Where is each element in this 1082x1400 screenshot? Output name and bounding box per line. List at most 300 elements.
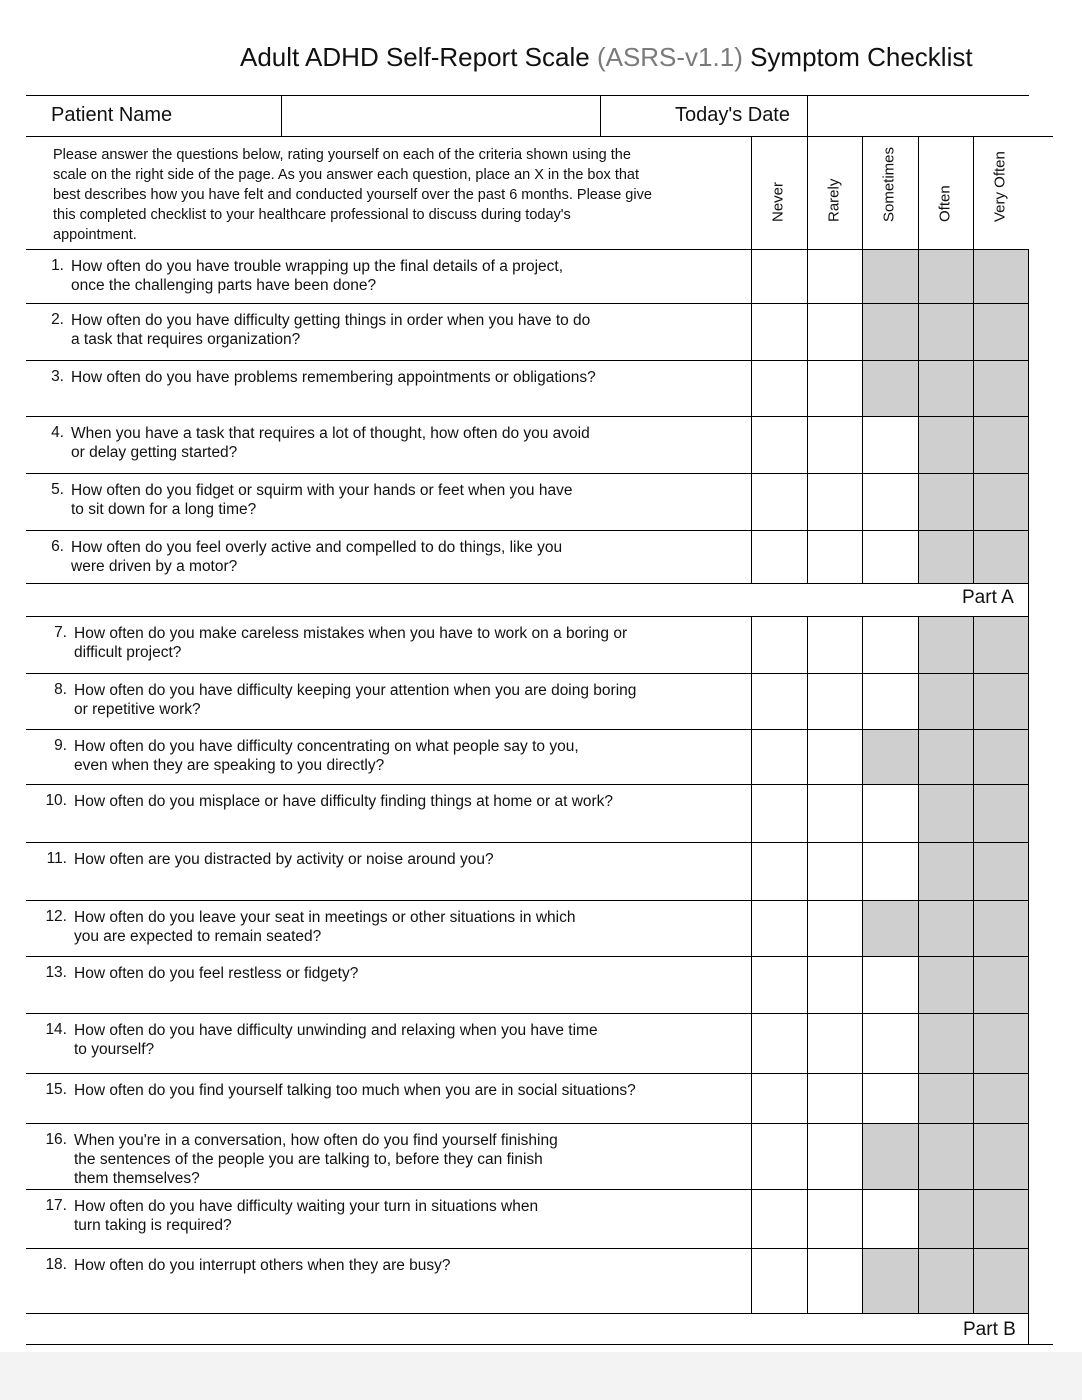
header-bottom-rule: [26, 136, 1053, 137]
header-divider: [281, 95, 282, 136]
grid-line: [1028, 416, 1029, 473]
grid-line: [807, 842, 808, 900]
grid-line: [918, 360, 919, 416]
question-row: [26, 729, 751, 784]
question-text: When you have a task that requires a lot of thought, how often do you avoid or delay getting started?: [71, 425, 590, 461]
question-text: How often do you fidget or squirm with your hands or feet when you have to sit down for a long time?: [71, 482, 573, 518]
answer-box-q17-never[interactable]: [752, 1190, 807, 1248]
grid-line: [751, 1248, 752, 1313]
answer-box-q11-never[interactable]: [752, 843, 807, 900]
grid-line: [751, 1189, 752, 1248]
scale-header-label: Sometimes: [880, 146, 898, 222]
answer-box-q8-never[interactable]: [752, 674, 807, 729]
grid-line: [973, 1013, 974, 1073]
question-number: 1.: [51, 257, 64, 274]
grid-line: [1028, 1248, 1029, 1313]
grid-line: [807, 1189, 808, 1248]
question-text: How often are you distracted by activity or noise around you?: [74, 851, 494, 868]
answer-box-q16-never[interactable]: [752, 1124, 807, 1189]
answer-box-q15-rarely[interactable]: [808, 1074, 862, 1123]
answer-box-q7-very-often[interactable]: [974, 617, 1028, 673]
row-rule: [26, 673, 1028, 674]
question-number: 14.: [45, 1021, 67, 1038]
grid-line: [807, 1073, 808, 1123]
question-text: How often do you have difficulty getting things in order when you have to do a task that requires organization?: [71, 312, 591, 348]
grid-line: [807, 784, 808, 842]
row-rule: [26, 842, 1028, 843]
patient-name-label: Patient Name: [51, 104, 173, 126]
grid-line: [918, 729, 919, 784]
grid-line: [862, 616, 863, 673]
answer-box-q11-rarely[interactable]: [808, 843, 862, 900]
question-text: How often do you feel overly active and compelled to do things, like you were driven by a motor?: [71, 539, 563, 575]
grid-line: [973, 473, 974, 530]
answer-box-q13-sometimes[interactable]: [863, 957, 918, 1013]
grid-line: [918, 249, 919, 303]
row-rule: [26, 530, 1028, 531]
grid-line: [973, 784, 974, 842]
grid-line: [862, 784, 863, 842]
grid-line: [918, 1013, 919, 1073]
row-rule: [26, 1189, 1028, 1190]
answer-box-q3-often[interactable]: [919, 361, 973, 416]
grid-line: [1028, 842, 1029, 900]
form-title: [240, 42, 973, 73]
answer-box-q6-often[interactable]: [919, 531, 973, 583]
answer-box-q9-often[interactable]: [919, 730, 973, 784]
row-rule: [26, 1073, 1028, 1074]
answer-box-q14-sometimes[interactable]: [863, 1014, 918, 1073]
grid-line: [807, 473, 808, 530]
part-a-bottom-rule: [26, 616, 1028, 617]
title-version: (ASRS-v1.1): [596, 42, 743, 72]
grid-line: [973, 900, 974, 956]
grid-line: [862, 1248, 863, 1313]
grid-line: [973, 673, 974, 729]
part-a-top-rule: [26, 583, 1028, 584]
grid-line: [862, 1123, 863, 1189]
grid-line: [1028, 784, 1029, 842]
answer-box-q5-rarely[interactable]: [808, 474, 862, 530]
grid-line: [862, 1013, 863, 1073]
part-b-label: Part B: [963, 1319, 1016, 1340]
grid-line: [973, 249, 974, 303]
grid-line: [862, 900, 863, 956]
grid-line: [751, 136, 752, 249]
grid-line: [1028, 900, 1029, 956]
answer-box-q6-very-often[interactable]: [974, 531, 1028, 583]
question-text: How often do you have trouble wrapping up the final details of a project, once the challenging parts have been done?: [71, 258, 564, 294]
answer-box-q14-very-often[interactable]: [974, 1014, 1028, 1073]
question-number: 12.: [45, 908, 67, 925]
answer-box-q16-sometimes[interactable]: [863, 1124, 918, 1189]
grid-line: [862, 360, 863, 416]
grid-line: [918, 1123, 919, 1189]
question-row: [26, 360, 751, 416]
grid-line: [807, 956, 808, 1013]
grid-line: [918, 956, 919, 1013]
grid-line: [973, 1073, 974, 1123]
grid-line: [1028, 956, 1029, 1013]
row-rule: [26, 473, 1028, 474]
question-text: How often do you have problems remembering appointments or obligations?: [71, 369, 596, 386]
answer-box-q8-rarely[interactable]: [808, 674, 862, 729]
grid-line: [918, 1248, 919, 1313]
answer-box-q11-very-often[interactable]: [974, 843, 1028, 900]
grid-line: [918, 784, 919, 842]
question-text: How often do you leave your seat in meetings or other situations in which you are expected to remain seated?: [74, 909, 576, 945]
grid-line: [1028, 1189, 1029, 1248]
grid-line: [807, 360, 808, 416]
row-rule: [26, 249, 1028, 250]
grid-line: [918, 673, 919, 729]
grid-line: [862, 249, 863, 303]
answer-box-q9-never[interactable]: [752, 730, 807, 784]
grid-line: [751, 842, 752, 900]
question-row: [26, 842, 751, 900]
grid-line: [1028, 1073, 1029, 1123]
answer-box-q1-very-often[interactable]: [974, 250, 1028, 303]
question-number: 11.: [46, 850, 67, 867]
answer-box-q8-sometimes[interactable]: [863, 674, 918, 729]
todays-date-label: Today's Date: [675, 104, 790, 126]
grid-line: [807, 249, 808, 303]
question-row: [26, 956, 751, 1013]
question-number: 4.: [51, 424, 64, 441]
grid-line: [751, 900, 752, 956]
answer-box-q3-very-often[interactable]: [974, 361, 1028, 416]
question-text: How often do you have difficulty unwinding and relaxing when you have time to yourself?: [74, 1022, 598, 1058]
grid-line: [751, 1013, 752, 1073]
answer-box-q5-very-often[interactable]: [974, 474, 1028, 530]
scale-header-often: [918, 145, 972, 239]
question-number: 15.: [45, 1081, 67, 1098]
grid-line: [973, 729, 974, 784]
grid-line: [862, 673, 863, 729]
scale-header-sometimes: [862, 145, 916, 239]
question-number: 5.: [51, 481, 64, 498]
row-rule: [26, 784, 1028, 785]
answer-box-q6-never[interactable]: [752, 531, 807, 583]
grid-line: [751, 473, 752, 530]
answer-box-q15-often[interactable]: [919, 1074, 973, 1123]
answer-box-q2-very-often[interactable]: [974, 304, 1028, 360]
grid-line: [1028, 303, 1029, 360]
row-rule: [26, 900, 1028, 901]
scale-header-label: Never: [769, 181, 787, 222]
question-text: When you're in a conversation, how often do you find yourself finishing the sentences of the people you are talking to, before they can finish them themselves?: [74, 1132, 558, 1187]
scale-header-very-often: [973, 145, 1027, 239]
answer-box-q7-rarely[interactable]: [808, 617, 862, 673]
part-a-label: Part A: [962, 587, 1014, 608]
grid-line: [1028, 530, 1029, 583]
answer-box-q13-often[interactable]: [919, 957, 973, 1013]
question-row: [26, 1013, 751, 1073]
grid-line: [807, 729, 808, 784]
question-row: [26, 784, 751, 842]
question-row: [26, 530, 751, 583]
grid-line: [807, 1248, 808, 1313]
question-row: [26, 1248, 751, 1313]
grid-line: [807, 616, 808, 673]
answer-box-q6-sometimes[interactable]: [863, 531, 918, 583]
grid-line: [862, 729, 863, 784]
patient-name-field[interactable]: [290, 104, 590, 128]
answer-box-q2-often[interactable]: [919, 304, 973, 360]
answer-box-q18-very-often[interactable]: [974, 1249, 1028, 1313]
grid-line: [918, 900, 919, 956]
grid-line: [1028, 1123, 1029, 1189]
grid-line: [973, 956, 974, 1013]
grid-line: [973, 1248, 974, 1313]
answer-box-q12-often[interactable]: [919, 901, 973, 956]
instructions: Please answer the questions below, rating yourself on each of the criteria shown using the scale on the right side of the page. As you answer each question, place an X in the box that best describes how you have felt and conducted yourself over the past 6 months. Please give this completed checklist to your healthcare professional to discuss during today's appointment.: [53, 147, 652, 243]
answer-box-q1-sometimes[interactable]: [863, 250, 918, 303]
answer-box-q14-never[interactable]: [752, 1014, 807, 1073]
grid-line: [973, 303, 974, 360]
grid-line: [1028, 673, 1029, 729]
question-number: 13.: [45, 964, 67, 981]
answer-box-q11-often[interactable]: [919, 843, 973, 900]
grid-line: [1028, 249, 1029, 303]
answer-box-q13-very-often[interactable]: [974, 957, 1028, 1013]
answer-box-q9-rarely[interactable]: [808, 730, 862, 784]
part-b-top-rule: [26, 1313, 1028, 1314]
answer-box-q17-rarely[interactable]: [808, 1190, 862, 1248]
grid-line: [862, 473, 863, 530]
grid-line: [807, 530, 808, 583]
grid-line: [918, 303, 919, 360]
answer-box-q3-rarely[interactable]: [808, 361, 862, 416]
grid-line: [751, 729, 752, 784]
question-row: [26, 1189, 751, 1248]
question-number: 18.: [45, 1256, 67, 1273]
grid-line: [751, 956, 752, 1013]
row-rule: [26, 416, 1028, 417]
grid-line: [862, 956, 863, 1013]
answer-box-q16-rarely[interactable]: [808, 1124, 862, 1189]
grid-line: [918, 473, 919, 530]
row-rule: [26, 1013, 1028, 1014]
grid-line: [807, 1013, 808, 1073]
question-text: How often do you have difficulty keeping your attention when you are doing boring or repetitive work?: [74, 682, 637, 718]
answer-box-q13-never[interactable]: [752, 957, 807, 1013]
grid-line: [862, 530, 863, 583]
header-divider: [807, 95, 808, 136]
grid-line: [918, 416, 919, 473]
title-tail: Symptom Checklist: [742, 42, 973, 72]
answer-box-q5-never[interactable]: [752, 474, 807, 530]
answer-box-q12-very-often[interactable]: [974, 901, 1028, 956]
question-row: [26, 473, 751, 530]
answer-box-q7-sometimes[interactable]: [863, 617, 918, 673]
title-main: Adult ADHD Self-Report Scale: [240, 42, 597, 72]
grid-line: [807, 673, 808, 729]
answer-box-q6-rarely[interactable]: [808, 531, 862, 583]
answer-box-q7-never[interactable]: [752, 617, 807, 673]
answer-box-q4-often[interactable]: [919, 417, 973, 473]
grid-line: [751, 784, 752, 842]
grid-line: [918, 530, 919, 583]
question-number: 10.: [45, 792, 67, 809]
answer-box-q15-never[interactable]: [752, 1074, 807, 1123]
scale-header-never: [751, 145, 805, 239]
question-number: 8.: [54, 681, 67, 698]
question-row: [26, 1073, 751, 1123]
question-text: How often do you feel restless or fidgety?: [74, 965, 359, 982]
answer-box-q2-never[interactable]: [752, 304, 807, 360]
grid-line: [862, 416, 863, 473]
grid-line: [862, 842, 863, 900]
grid-line: [973, 842, 974, 900]
scale-header-label: Very Often: [991, 151, 1009, 222]
answer-box-q10-rarely[interactable]: [808, 785, 862, 842]
scale-header-label: Often: [936, 185, 954, 222]
question-row: [26, 900, 751, 956]
answer-box-q9-sometimes[interactable]: [863, 730, 918, 784]
answer-box-q14-rarely[interactable]: [808, 1014, 862, 1073]
answer-box-q15-sometimes[interactable]: [863, 1074, 918, 1123]
page-bottom-margin: [0, 1352, 1082, 1400]
answer-box-q12-never[interactable]: [752, 901, 807, 956]
answer-box-q18-rarely[interactable]: [808, 1249, 862, 1313]
grid-line: [751, 616, 752, 673]
grid-line: [862, 1073, 863, 1123]
grid-line: [973, 360, 974, 416]
answer-box-q17-often[interactable]: [919, 1190, 973, 1248]
grid-line: [862, 136, 863, 249]
question-row: [26, 303, 751, 360]
grid-line: [918, 1073, 919, 1123]
grid-line: [751, 1123, 752, 1189]
answer-box-q4-never[interactable]: [752, 417, 807, 473]
grid-line: [1028, 1313, 1029, 1344]
grid-line: [973, 616, 974, 673]
answer-box-q3-never[interactable]: [752, 361, 807, 416]
grid-line: [1028, 473, 1029, 530]
grid-line: [807, 900, 808, 956]
row-rule: [26, 729, 1028, 730]
question-row: [26, 416, 751, 473]
grid-line: [1028, 1013, 1029, 1073]
answer-box-q8-very-often[interactable]: [974, 674, 1028, 729]
answer-box-q1-never[interactable]: [752, 250, 807, 303]
grid-line: [751, 249, 752, 303]
grid-line: [807, 416, 808, 473]
answer-box-q11-sometimes[interactable]: [863, 843, 918, 900]
header-top-rule: [26, 95, 1029, 96]
todays-date-field[interactable]: [815, 104, 1020, 128]
answer-box-q16-very-often[interactable]: [974, 1124, 1028, 1189]
answer-box-q12-sometimes[interactable]: [863, 901, 918, 956]
question-text: How often do you interrupt others when they are busy?: [74, 1257, 451, 1274]
answer-box-q18-sometimes[interactable]: [863, 1249, 918, 1313]
grid-line: [751, 360, 752, 416]
answer-box-q17-very-often[interactable]: [974, 1190, 1028, 1248]
answer-box-q8-often[interactable]: [919, 674, 973, 729]
part-b-bottom-rule: [26, 1344, 1053, 1345]
question-number: 6.: [51, 538, 64, 555]
answer-box-q4-sometimes[interactable]: [863, 417, 918, 473]
grid-line: [862, 1189, 863, 1248]
answer-box-q3-sometimes[interactable]: [863, 361, 918, 416]
answer-box-q18-never[interactable]: [752, 1249, 807, 1313]
grid-line: [751, 530, 752, 583]
scale-header-label: Rarely: [825, 178, 843, 222]
grid-line: [807, 1123, 808, 1189]
answer-box-q1-rarely[interactable]: [808, 250, 862, 303]
grid-line: [918, 136, 919, 249]
grid-line: [1028, 583, 1029, 616]
grid-line: [973, 530, 974, 583]
question-text: How often do you have difficulty waiting your turn in situations when turn taking is required?: [74, 1198, 539, 1234]
question-number: 2.: [51, 311, 64, 328]
question-row: [26, 616, 751, 673]
grid-line: [918, 842, 919, 900]
grid-line: [807, 136, 808, 249]
question-number: 3.: [51, 368, 64, 385]
question-number: 9.: [54, 737, 67, 754]
answer-box-q17-sometimes[interactable]: [863, 1190, 918, 1248]
question-text: How often do you find yourself talking too much when you are in social situations?: [74, 1082, 636, 1099]
answer-box-q12-rarely[interactable]: [808, 901, 862, 956]
question-text: How often do you misplace or have difficulty finding things at home or at work?: [74, 793, 614, 810]
answer-box-q5-sometimes[interactable]: [863, 474, 918, 530]
grid-line: [1028, 360, 1029, 416]
answer-box-q10-very-often[interactable]: [974, 785, 1028, 842]
grid-line: [751, 303, 752, 360]
grid-line: [918, 616, 919, 673]
grid-line: [973, 136, 974, 249]
grid-line: [973, 1123, 974, 1189]
row-rule: [26, 303, 1028, 304]
grid-line: [807, 303, 808, 360]
answer-box-q4-rarely[interactable]: [808, 417, 862, 473]
answer-box-q15-very-often[interactable]: [974, 1074, 1028, 1123]
grid-line: [862, 303, 863, 360]
answer-box-q16-often[interactable]: [919, 1124, 973, 1189]
answer-box-q7-often[interactable]: [919, 617, 973, 673]
answer-box-q5-often[interactable]: [919, 474, 973, 530]
row-rule: [26, 360, 1028, 361]
answer-box-q2-sometimes[interactable]: [863, 304, 918, 360]
answer-box-q10-often[interactable]: [919, 785, 973, 842]
grid-line: [918, 1189, 919, 1248]
question-row: [26, 249, 751, 303]
grid-line: [751, 1073, 752, 1123]
grid-line: [751, 416, 752, 473]
answer-box-q2-rarely[interactable]: [808, 304, 862, 360]
grid-line: [1028, 729, 1029, 784]
row-rule: [26, 1248, 1028, 1249]
question-number: 17.: [45, 1197, 67, 1214]
answer-box-q10-never[interactable]: [752, 785, 807, 842]
question-number: 7.: [54, 624, 67, 641]
row-rule: [26, 1123, 1028, 1124]
answer-box-q4-very-often[interactable]: [974, 417, 1028, 473]
answer-box-q10-sometimes[interactable]: [863, 785, 918, 842]
answer-box-q1-often[interactable]: [919, 250, 973, 303]
question-row: [26, 1123, 751, 1189]
answer-box-q14-often[interactable]: [919, 1014, 973, 1073]
answer-box-q9-very-often[interactable]: [974, 730, 1028, 784]
answer-box-q13-rarely[interactable]: [808, 957, 862, 1013]
answer-box-q18-often[interactable]: [919, 1249, 973, 1313]
question-number: 16.: [45, 1131, 67, 1148]
question-text: How often do you make careless mistakes when you have to work on a boring or difficult project?: [74, 625, 628, 661]
scale-header-rarely: [807, 145, 861, 239]
grid-line: [1028, 616, 1029, 673]
